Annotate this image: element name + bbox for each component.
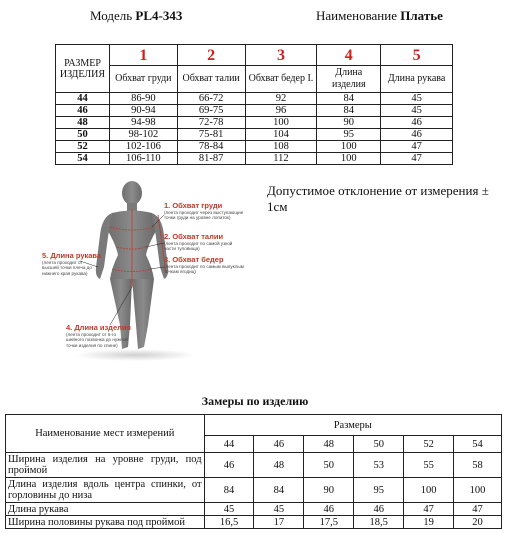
value-cell: 81-87 [177,153,245,165]
label-sleeve: 5. Длина рукава (лента проходит от высшей точки плеча до нижнего края рукава) [42,251,102,276]
size-cell: 44 [56,93,110,105]
sizes-header: Размеры [204,415,501,436]
value-cell: 95 [354,478,404,503]
size-header-cell: 54 [454,436,502,453]
value-cell: 84 [204,478,254,503]
size-header-cell: 46 [254,436,304,453]
measure-name: Ширина половины рукава под проймой [6,516,205,529]
value-cell: 45 [381,93,453,105]
value-cell: 95 [317,129,381,141]
value-cell: 90 [317,117,381,129]
value-cell: 100 [317,141,381,153]
measure-label: Длина изделия [317,66,381,93]
value-cell: 58 [454,453,502,478]
measure-name: Длина изделия вдоль центра спинки, от горловины до низа [6,478,205,503]
measurement-figure [40,175,260,365]
value-cell: 45 [381,105,453,117]
value-cell: 17,5 [304,516,354,529]
value-cell: 46 [354,503,404,516]
size-cell: 46 [56,105,110,117]
value-cell: 69-75 [177,105,245,117]
name-header: Наименование мест измерений [6,415,205,453]
table-row [56,153,453,165]
value-cell: 96 [245,105,317,117]
measure-label: Обхват бедер I. [245,66,317,93]
label-hips: 3. Обхват бедер (лента проходит по самым выпуклым точкам ягодиц) [164,255,244,275]
value-cell: 18,5 [354,516,404,529]
measure-number: 2 [177,45,245,66]
name-line [316,8,443,24]
value-cell: 100 [317,153,381,165]
value-cell: 47 [381,153,453,165]
size-header: РАЗМЕР ИЗДЕЛИЯ [56,45,110,93]
value-cell: 72-78 [177,117,245,129]
table-row [6,503,502,516]
name-value: Платье [400,8,443,23]
value-cell: 106-110 [109,153,177,165]
table-row [56,117,453,129]
size-header-cell: 50 [354,436,404,453]
measure-label: Обхват груди [109,66,177,93]
value-cell: 108 [245,141,317,153]
size-cell: 48 [56,117,110,129]
value-cell: 84 [317,105,381,117]
value-cell: 75-81 [177,129,245,141]
name-label: Наименование [316,8,397,23]
model-line [90,8,182,24]
measure-number: 3 [245,45,317,66]
measure-name: Ширина изделия на уровне груди, под проймой [6,453,205,478]
table-row [56,129,453,141]
value-cell: 92 [245,93,317,105]
value-cell: 90-94 [109,105,177,117]
tolerance-note: Допустимое отклонение от измерения ± 1см [267,183,489,214]
value-cell: 78-84 [177,141,245,153]
value-cell: 47 [381,141,453,153]
value-cell: 50 [304,453,354,478]
value-cell: 45 [204,503,254,516]
table-row [56,105,453,117]
value-cell: 47 [454,503,502,516]
size-header-cell: 48 [304,436,354,453]
value-cell: 84 [254,478,304,503]
value-cell: 47 [404,503,454,516]
size-cell: 52 [56,141,110,153]
table-row [6,516,502,529]
size-header-cell: 44 [204,436,254,453]
value-cell: 112 [245,153,317,165]
value-cell: 104 [245,129,317,141]
value-cell: 100 [404,478,454,503]
measurements-title: Замеры по изделию [201,394,309,408]
measure-label: Обхват талии [177,66,245,93]
value-cell: 46 [381,129,453,141]
size-header-cell: 52 [404,436,454,453]
measure-label: Длина рукава [381,66,453,93]
value-cell: 19 [404,516,454,529]
size-cell: 50 [56,129,110,141]
value-cell: 102-106 [109,141,177,153]
value-cell: 66-72 [177,93,245,105]
label-bust: 1. Обхват груди (лента проходит через выступающие точки груди на уровне лопаток) [164,201,244,221]
measure-number: 1 [109,45,177,66]
table-row [6,453,502,478]
value-cell: 86-90 [109,93,177,105]
size-cell: 54 [56,153,110,165]
measure-number: 5 [381,45,453,66]
value-cell: 100 [454,478,502,503]
value-cell: 20 [454,516,502,529]
value-cell: 84 [317,93,381,105]
size-table [55,44,453,165]
value-cell: 46 [304,503,354,516]
value-cell: 90 [304,478,354,503]
value-cell: 48 [254,453,304,478]
label-length: 4. Длина изделия (лента проходит от 6-го шейного позвонка до нужной точки изделия по спине) [66,323,131,348]
table-row [56,141,453,153]
measure-number: 4 [317,45,381,66]
product-measurements-table [5,414,502,529]
table-row [56,93,453,105]
value-cell: 46 [381,117,453,129]
value-cell: 17 [254,516,304,529]
label-waist: 2. Обхват талии (лента проходит по самой узкой части туловища) [164,232,233,252]
value-cell: 55 [404,453,454,478]
value-cell: 46 [204,453,254,478]
value-cell: 94-98 [109,117,177,129]
model-value: PL4-343 [135,8,183,23]
table-row [6,478,502,503]
value-cell: 45 [254,503,304,516]
model-label: Модель [90,8,133,23]
value-cell: 53 [354,453,404,478]
value-cell: 100 [245,117,317,129]
measure-name: Длина рукава [6,503,205,516]
value-cell: 98-102 [109,129,177,141]
value-cell: 16,5 [204,516,254,529]
